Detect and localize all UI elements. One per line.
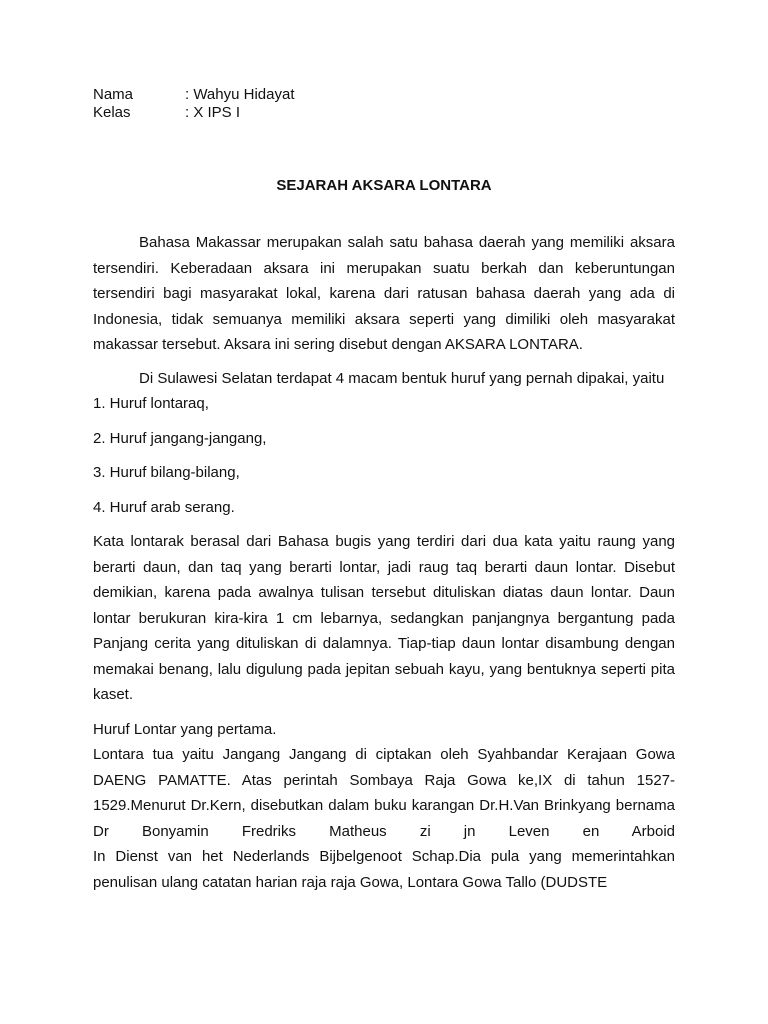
paragraph-intro: Bahasa Makassar merupakan salah satu bahasa daerah yang memiliki aksara tersendiri. Keberadaan aksara ini merupakan suatu berkah dan keberuntungan tersendiri bagi masyarakat lokal, karena dari ratusan bahasa daerah yang ada di Indonesia, tidak semuanya memiliki aksara seperti yang dimiliki oleh masyarakat makassar tersebut. Aksara ini sering disebut dengan AKSARA LONTARA.: [93, 234, 675, 353]
paragraph-lontara-tua: Lontara tua yaitu Jangang Jangang di ciptakan oleh Syahbandar Kerajaan Gowa DAENG PAMATTE. Atas perintah Sombaya Raja Gowa ke,IX di tahun 1527-1529.Menurut Dr.Kern, disebutkan dalam buku karangan Dr.H.Van Brinkyang bernama Dr Bonyamin Fredriks Matheus zi jn Leven en Arboid: [93, 746, 675, 840]
paragraph-huruf-intro: Di Sulawesi Selatan terdapat 4 macam bentuk huruf yang pernah dipakai, yaitu: [139, 369, 665, 387]
kelas-value: : X IPS I: [185, 104, 241, 121]
list-item-4: 4. Huruf arab serang.: [93, 498, 235, 516]
nama-row: [93, 86, 295, 104]
paragraph-huruf-pertama: Huruf Lontar yang pertama.: [93, 720, 277, 738]
document-title: SEJARAH AKSARA LONTARA: [276, 177, 492, 194]
list-item-1: 1. Huruf lontaraq,: [93, 395, 209, 412]
kelas-label: Kelas: [93, 104, 131, 121]
kelas-row: [93, 104, 295, 122]
student-info: [93, 86, 295, 122]
nama-value: : Wahyu Hidayat: [185, 86, 295, 103]
paragraph-dienst: In Dienst van het Nederlands Bijbelgenoot Schap.Dia pula yang memerintahkan penulisan ulang catatan harian raja raja Gowa, Lontara Gowa Tallo (DUDSTE: [93, 848, 675, 891]
list-item-3: 3. Huruf bilang-bilang,: [93, 464, 240, 481]
document-body: [93, 230, 675, 895]
paragraph-lontarak: Kata lontarak berasal dari Bahasa bugis yang terdiri dari dua kata yaitu raung yang berarti daun, dan taq yang berarti lontar, jadi raug taq berarti daun lontar. Disebut demikian, karena pada awalnya tulisan tersebut dituliskan diatas daun lontar. Daun lontar berukuran kira-kira 1 cm lebarnya, sedangkan panjangnya bergantung pada Panjang cerita yang dituliskan di dalamnya. Tiap-tiap daun lontar disambung dengan memakai benang, lalu digulung pada jepitan sebuah kayu, yang bentuknya seperti pita kaset.: [93, 533, 675, 703]
list-item-2: 2. Huruf jangang-jangang,: [93, 429, 267, 447]
nama-label: Nama: [93, 86, 134, 103]
